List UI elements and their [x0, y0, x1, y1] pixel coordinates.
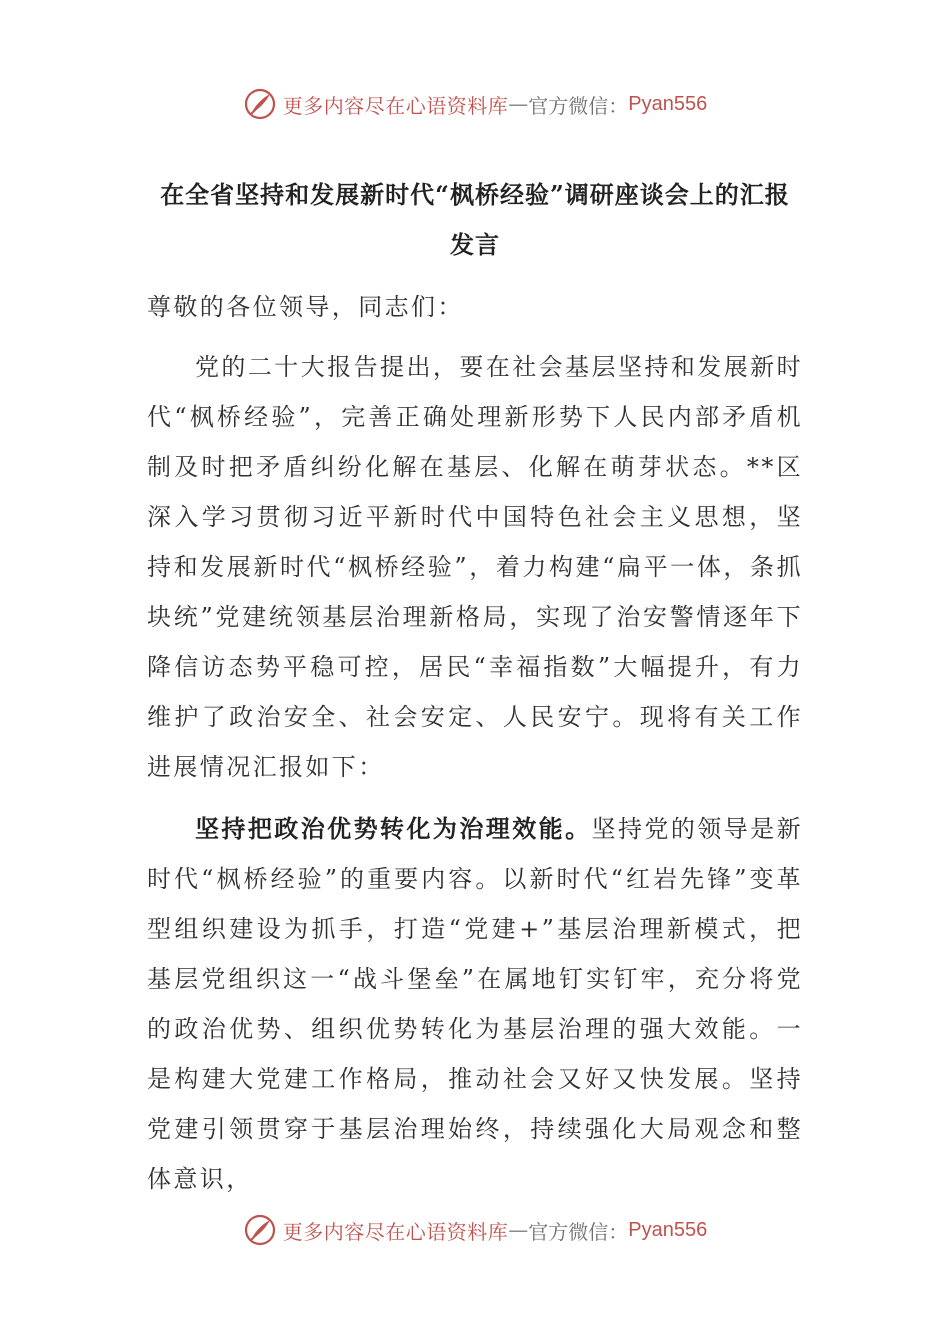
quill-logo-icon	[243, 87, 277, 121]
watermark-wechat-label: 官方微信：	[528, 1219, 629, 1244]
document-body	[147, 282, 803, 1204]
watermark-footer	[0, 1210, 950, 1250]
watermark-separator: —	[508, 92, 529, 116]
section-1-heading: 坚持把政治优势转化为治理效能。	[195, 814, 592, 843]
watermark-wechat-id: Pyan556	[628, 92, 708, 115]
document-title: 在全省坚持和发展新时代“枫桥经验”调研座谈会上的汇报发言	[160, 180, 790, 259]
section-1-body: 坚持党的领导是新时代“枫桥经验”的重要内容。以新时代“红岩先锋”变革型组织建设为抓手，打造“党建+”基层治理新模式，把基层党组织这一“战斗堡垒”在属地钉实钉牢，充分将党的政治优势、组织优势转化为基层治理的强大效能。一是构建大党建工作格局，推动社会又好又快发展。坚持党建引领贯穿于基层治理始终，持续强化大局观念和整体意识，	[147, 815, 803, 1193]
watermark-header	[0, 84, 950, 124]
quill-logo-icon	[243, 1213, 277, 1247]
watermark-wechat-id: Pyan556	[628, 1218, 708, 1241]
watermark-wechat-label: 官方微信：	[528, 93, 629, 118]
intro-paragraph: 党的二十大报告提出，要在社会基层坚持和发展新时代“枫桥经验”，完善正确处理新形势下人民内部矛盾机制及时把矛盾纠纷化解在基层、化解在萌芽状态。**区深入学习贯彻习近平新时代中国特色社会主义思想，坚持和发展新时代“枫桥经验”，着力构建“扁平一体，条抓块统”党建统领基层治理新格局，实现了治安警情逐年下降信访态势平稳可控，居民“幸福指数”大幅提升，有力维护了政治安全、社会安定、人民安宁。现将有关工作进展情况汇报如下：	[147, 353, 803, 781]
watermark-site-text: 更多内容尽在心语资料库	[282, 93, 509, 118]
section-1-paragraph	[147, 804, 803, 1204]
watermark-separator: —	[508, 1218, 529, 1242]
salutation: 尊敬的各位领导，同志们：	[147, 293, 464, 321]
watermark-site-text: 更多内容尽在心语资料库	[282, 1219, 509, 1244]
